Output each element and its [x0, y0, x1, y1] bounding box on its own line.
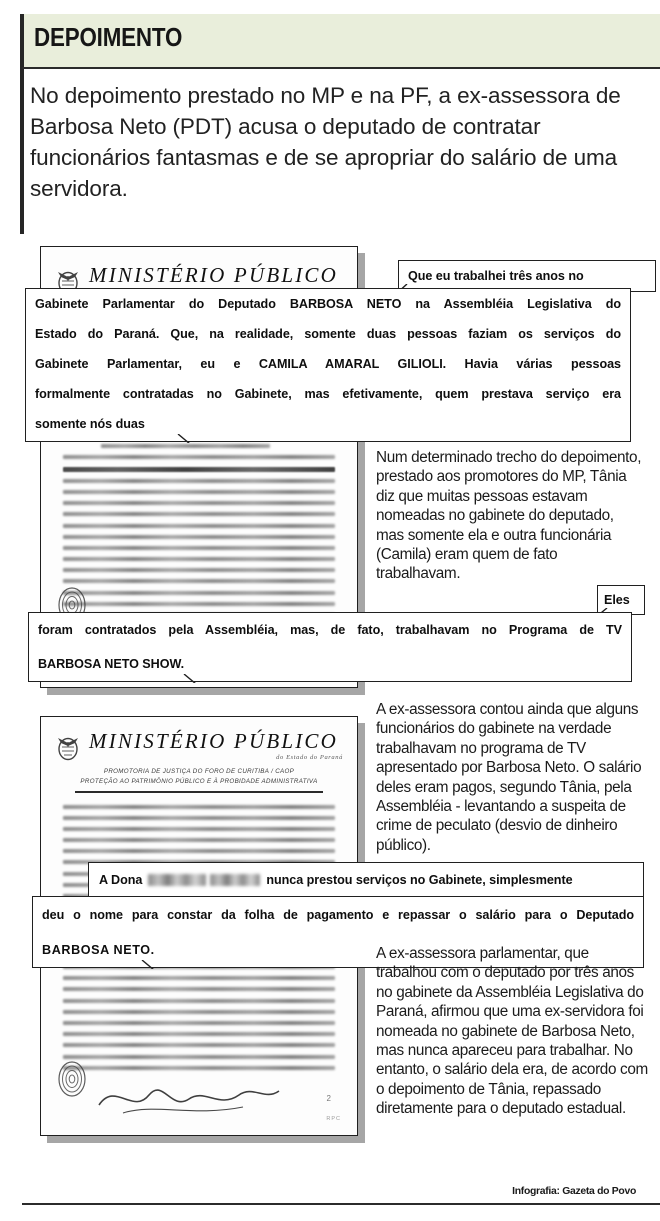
- callout-line-suffix: nunca prestou serviços no Gabinete, simplesmente: [266, 873, 573, 887]
- callout-line-text: BARBOSA NETO SHOW.: [38, 657, 185, 671]
- callout-line-text: formalmente contratadas no Gabinete, mas efetivamente, quem prestava serviço era: [35, 387, 621, 401]
- ministerio-publico-header-2: [55, 723, 343, 761]
- doc-text-line: [63, 501, 335, 505]
- doc-text-line: [63, 1066, 335, 1070]
- doc-text-line: [63, 805, 335, 809]
- doc-text-line: [63, 579, 335, 583]
- callout-text: [33, 897, 643, 933]
- callout-text: [26, 379, 630, 409]
- callout-line-text: deu o nome para constar da folha de pagamento e repassar o salário para o Deputado: [42, 908, 634, 922]
- page-title: DEPOIMENTO: [34, 22, 183, 52]
- doc-text-line: [63, 455, 335, 459]
- mp-dept-line-1: PROMOTORIA DE JUSTIÇA DO FORO DE CURITIBA / CAOP: [103, 768, 295, 775]
- doc-text-line: [63, 591, 335, 595]
- fingerprint-icon: [55, 1059, 89, 1099]
- doc-text-line: [63, 467, 335, 472]
- callout-text: [26, 319, 630, 349]
- callout-line-text: Gabinete Parlamentar, eu e CAMILA AMARAL GILIOLI. Havia várias pessoas: [35, 357, 621, 371]
- credit-line: Infografia: Gazeta do Povo: [512, 1186, 636, 1197]
- doc-text-line: [63, 1021, 335, 1025]
- callout-line-text: foram contratados pela Assembléia, mas, de fato, trabalhavam no Programa de TV: [38, 623, 622, 637]
- doc-text-line: [63, 557, 335, 561]
- document-1-text-lines: [55, 433, 343, 617]
- callout-text: [89, 863, 643, 897]
- explain-paragraph-3: A ex-assessora parlamentar, que trabalhou com o deputado por três anos no gabinete da Assembléia Legislativa do Paraná, afirmou que uma ex-servidora foi nomeada no gabinete de Barbosa Neto, mas nunca apareceu para trabalhar. No entanto, o salário dela era, de acordo com o depoimento de Tânia, repassado diretamente para o deputado estadual.: [376, 945, 648, 1118]
- doc-text-line: [63, 1055, 335, 1059]
- doc-text-line: [63, 976, 335, 980]
- doc-text-line: [63, 524, 335, 528]
- callout-line-text: Estado do Paraná. Que, na realidade, somente duas pessoas faziam os serviços do: [35, 327, 621, 341]
- doc-text-line: [63, 479, 335, 483]
- document-scan-3-body: [41, 953, 357, 1135]
- header-accent-bar: [20, 14, 24, 234]
- callout-2-body-tail: [182, 672, 198, 683]
- mp-dept-line-2: PROTEÇÃO AO PATRIMÔNIO PÚBLICO E À PROBIDADE ADMINISTRATIVA: [80, 778, 318, 785]
- footer-divider-rule: [22, 1203, 660, 1205]
- doc-text-line: [63, 987, 335, 991]
- doc-text-line: [63, 827, 335, 831]
- mp-divider: [75, 791, 323, 793]
- callout-text: Que eu trabalhei três anos no: [408, 269, 584, 283]
- doc-text-line: [63, 490, 335, 494]
- doc-text-line: [63, 999, 335, 1003]
- mp-org-title-1: MINISTÉRIO PÚBLICO: [89, 263, 338, 287]
- doc-text-line: [63, 535, 335, 539]
- doc-text-line: [63, 602, 335, 606]
- explain-paragraph-1: Num determinado trecho do depoimento, prestado aos promotores do MP, Tânia diz que muitas pessoas estavam nomeadas no gabinete do deputado, mas somente ela e outra funcionária (Camila) eram quem de fato trabalhavam.: [376, 449, 642, 583]
- doc-text-line: [63, 1032, 335, 1036]
- redacted-name: [210, 874, 260, 886]
- callout-line-text: somente nós duas: [35, 417, 145, 431]
- callout-text: Eles: [604, 593, 630, 607]
- callout-line-prefix: A Dona: [99, 873, 143, 887]
- header-divider-rule: [22, 67, 660, 69]
- callout-text: [29, 613, 631, 647]
- doc-text-line: [63, 849, 335, 853]
- callout-1-body: [25, 288, 631, 442]
- callout-text: [26, 409, 630, 439]
- doc-text-line: [63, 568, 335, 572]
- doc-text-line: [63, 512, 335, 516]
- doc-text-line: [63, 546, 335, 550]
- callout-3-tail: [140, 958, 156, 969]
- doc-text-line: [101, 444, 270, 448]
- document-3-text-lines: [55, 965, 343, 1070]
- crest-icon: [55, 731, 81, 761]
- doc-text-line: [63, 838, 335, 842]
- signature-mark-3: [93, 1075, 283, 1121]
- mp-org-subtitle-2: do Estado do Paraná: [276, 754, 343, 761]
- callout-line-text: BARBOSA NETO.: [42, 943, 155, 957]
- callout-3-line-1: [88, 862, 644, 898]
- doc-text-line: [63, 1010, 335, 1014]
- redacted-name: [148, 874, 206, 886]
- intro-paragraph: No depoimento prestado no MP e na PF, a ex-assessora de Barbosa Neto (PDT) acusa o deputado de contratar funcionários fantasmas e de se apropriar do salário de uma servidora.: [30, 83, 621, 201]
- document-scan-3: [40, 952, 358, 1136]
- callout-1-body-tail: [176, 432, 192, 443]
- callout-line-text: Gabinete Parlamentar do Deputado BARBOSA NETO na Assembléia Legislativa do: [35, 297, 621, 311]
- callout-2-body: [28, 612, 632, 682]
- callout-text: [29, 647, 631, 681]
- doc-text-line: [63, 1043, 335, 1047]
- doc-stamp-3: RPC: [326, 1116, 341, 1122]
- explain-paragraph-2: A ex-assessora contou ainda que alguns funcionários do gabinete na verdade trabalhavam no programa de TV apresentado por Barbosa Neto. O salário deles eram pagos, segundo Tânia, pela Assembléia - levantando a suspeita de crime de peculato (desvio de dinheiro público).: [376, 701, 642, 854]
- mp-org-title-2: MINISTÉRIO PÚBLICO: [89, 729, 338, 753]
- callout-text: [26, 349, 630, 379]
- doc-page-number: 2: [326, 1094, 331, 1103]
- callout-text: [26, 289, 630, 319]
- doc-text-line: [63, 816, 335, 820]
